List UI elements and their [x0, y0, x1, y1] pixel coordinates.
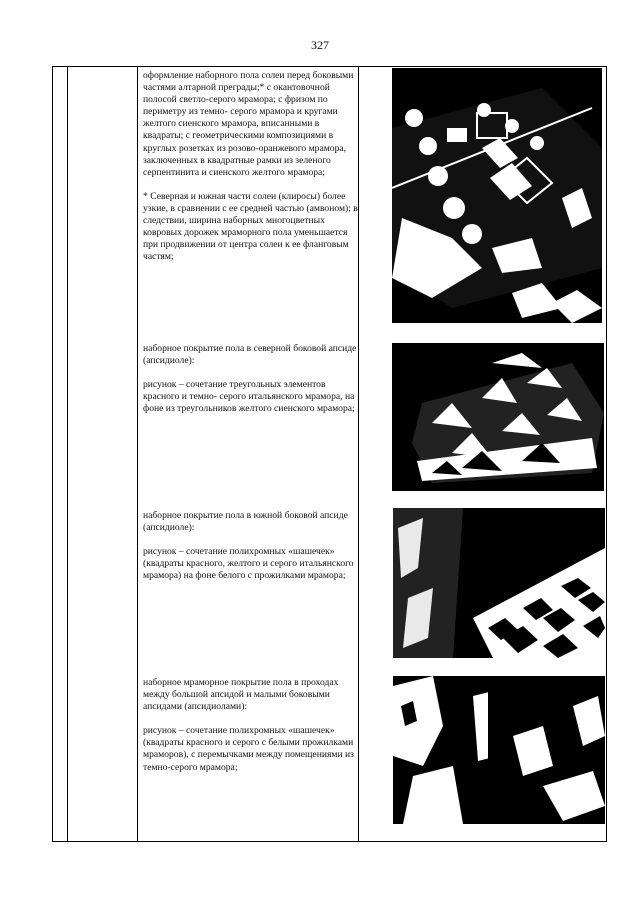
passage-floor-photo	[393, 676, 605, 824]
entry-passages	[143, 677, 358, 774]
entry-south-apse	[143, 510, 358, 582]
entry-description: рисунок – сочетание полихромных «шашечек» (квадраты красного, желтого и серого итальянского мрамора) на фоне белого с прожилками мрамора;	[143, 546, 354, 582]
entry-description: оформление наборного пола солеи перед боковыми частями алтарной преграды;* с окантовочной полосой светло-серого мрамора; с фризом по периметру из темно- серого мрамора и кругами желтого сиенского мрамора, вписанными в квадраты; с геометрическими композициями в круглых розетках из розово-оранжевого мрамора, заключенных в квадратные рамки из зеленого серпентинита и сиенского желтого мрамора;	[143, 70, 354, 178]
column-divider	[358, 66, 359, 842]
entry-title: наборное покрытие пола в южной боковой апсиде (апсидиоле):	[143, 510, 348, 534]
entry-title: наборное покрытие пола в северной боковой апсиде (апсидиоле):	[143, 343, 357, 367]
entry-altar-solea	[143, 70, 358, 263]
entry-footnote: * Северная и южная части солеи (клиросы) более узкие, в сравнении с ее средней частью (амвоном); в следствии, ширина наборных многоцветных ковровых дорожек мраморного пола уменьшается при продвижении от центра солеи к ее фланговым частям;	[143, 190, 358, 263]
entry-title: наборное мраморное покрытие пола в проходах между большой апсидой и малыми боковыми апсидами (апсидиолами):	[143, 677, 339, 713]
entry-north-apse	[143, 343, 358, 415]
checkered-floor-photo	[393, 508, 605, 658]
page-number: 327	[311, 38, 329, 52]
marble-solea-photo	[392, 68, 602, 323]
entry-description: рисунок – сочетание полихромных «шашечек» (квадраты красного и серого с белыми прожилками мраморов), с перемычками между помещениями из темно-серого мрамора;	[143, 725, 354, 773]
triangle-floor-photo	[392, 343, 604, 491]
column-divider	[137, 66, 138, 842]
column-divider	[67, 66, 68, 842]
entry-description: рисунок – сочетание треугольных элементов красного и темно- серого итальянского мрамора, на фоне из треугольников желтого сиенского мрамора;	[143, 379, 355, 415]
